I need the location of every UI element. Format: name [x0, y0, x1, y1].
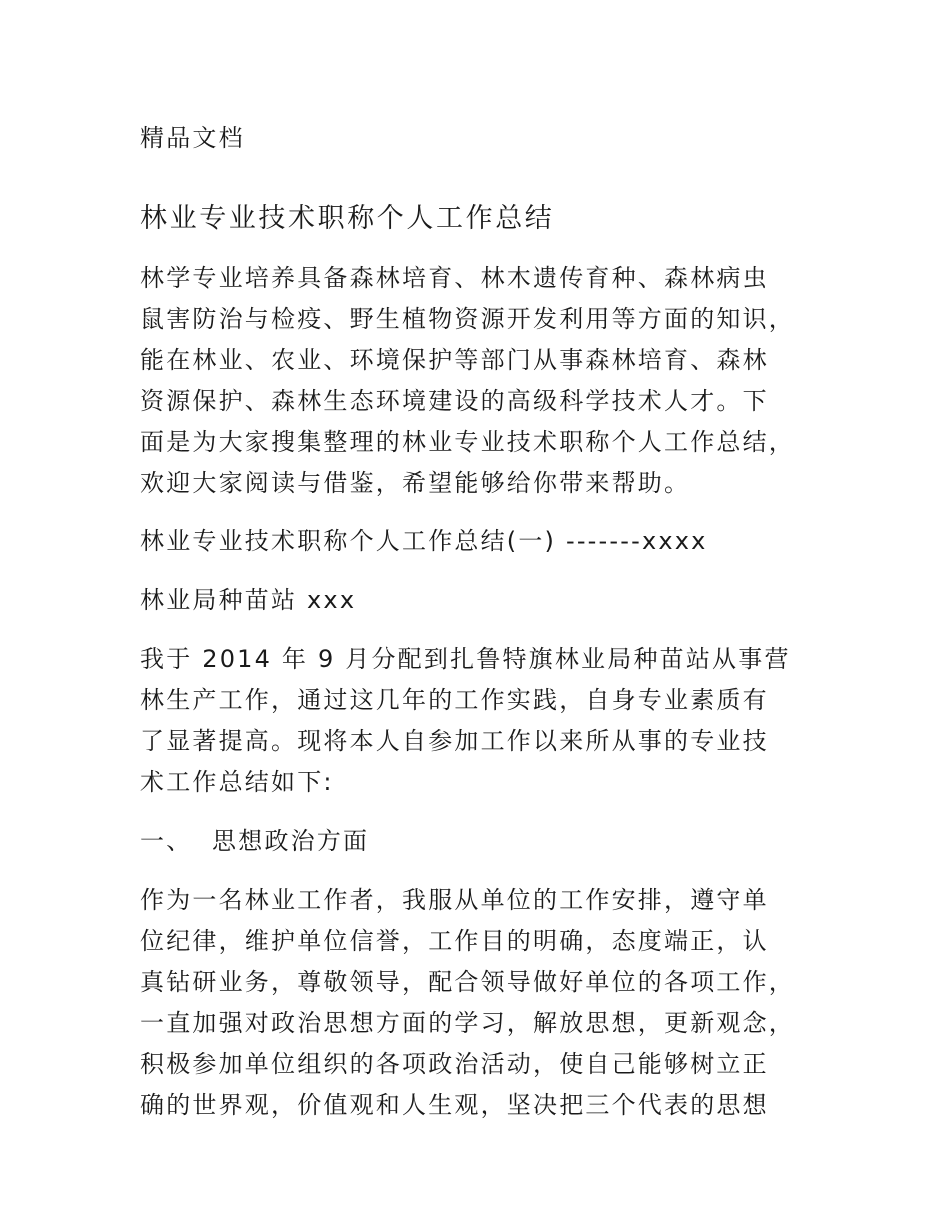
paragraph-line: 我于 2014 年 9 月分配到扎鲁特旗林业局种苗站从事营: [140, 645, 791, 673]
paragraph-line: 位纪律，维护单位信誉，工作目的明确，态度端正，认: [140, 927, 769, 955]
header-label: 精品文档: [140, 124, 245, 152]
paragraph-line: 作为一名林业工作者，我服从单位的工作安排，遵守单: [140, 886, 769, 914]
document-title: 林业专业技术职称个人工作总结: [140, 203, 555, 234]
subheading: 一、 思想政治方面: [140, 827, 370, 855]
author-line: 林业局种苗站 xxx: [140, 586, 357, 614]
intro-line: 鼠害防治与检疫、野生植物资源开发利用等方面的知识，: [140, 305, 795, 333]
intro-line: 欢迎大家阅读与借鉴，希望能够给你带来帮助。: [140, 469, 691, 497]
paragraph-line: 一直加强对政治思想方面的学习，解放思想，更新观念，: [140, 1009, 795, 1037]
intro-line: 资源保护、森林生态环境建设的高级科学技术人才。下: [140, 387, 769, 415]
paragraph-line: 林生产工作，通过这几年的工作实践，自身专业素质有: [140, 686, 769, 714]
intro-line: 能在林业、农业、环境保护等部门从事森林培育、森林: [140, 346, 769, 374]
intro-line: 面是为大家搜集整理的林业专业技术职称个人工作总结，: [140, 428, 795, 456]
paragraph-line: 真钻研业务，尊敬领导，配合领导做好单位的各项工作，: [140, 968, 795, 996]
section-heading: 林业专业技术职称个人工作总结(一) -------xxxx: [140, 527, 708, 555]
paragraph-line: 积极参加单位组织的各项政治活动，使自己能够树立正: [140, 1050, 769, 1078]
intro-line: 林学专业培养具备森林培育、林木遗传育种、森林病虫: [140, 264, 769, 292]
paragraph-line: 术工作总结如下:: [140, 768, 334, 796]
paragraph-line: 了显著提高。现将本人自参加工作以来所从事的专业技: [140, 727, 769, 755]
paragraph-line: 确的世界观，价值观和人生观，坚决把三个代表的思想: [140, 1091, 769, 1119]
